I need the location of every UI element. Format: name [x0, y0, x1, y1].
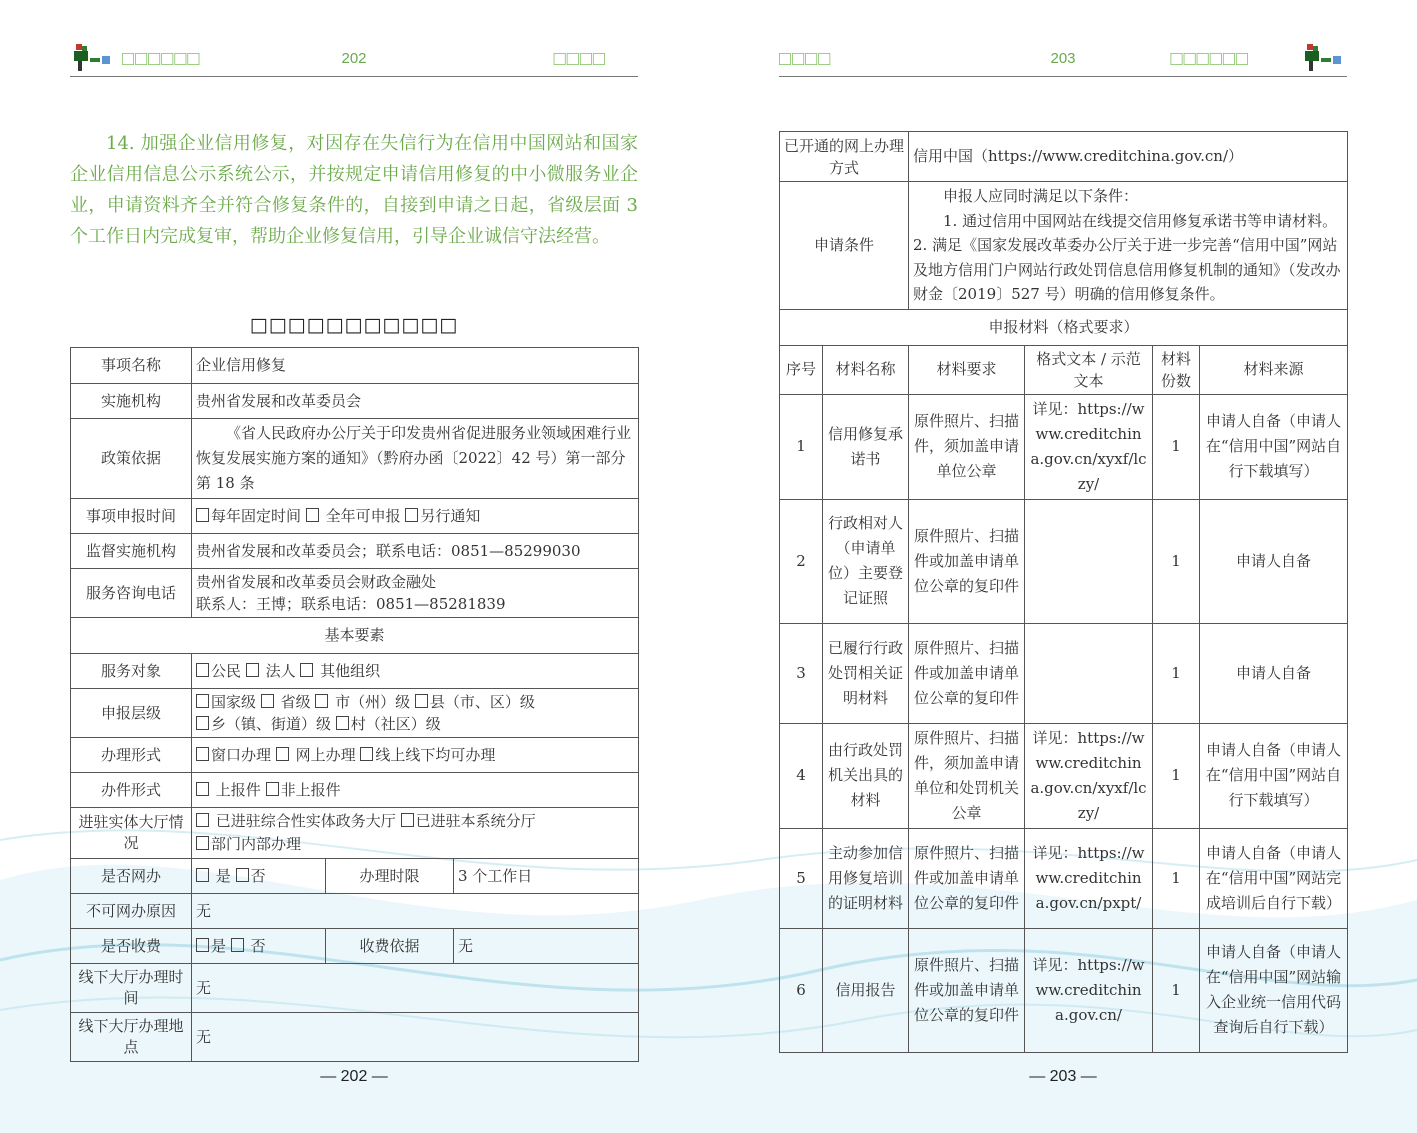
header-book-title: □□□□□□ — [122, 48, 201, 70]
cell-source: 申请人自备（申请人在“信用中国”网站输入企业统一信用代码查询后自行下载） — [1200, 928, 1348, 1052]
cell-no: 4 — [780, 723, 823, 828]
table-row — [71, 808, 639, 859]
option-label: 国家级 — [211, 693, 257, 711]
cell-source: 申请人自备 — [1200, 499, 1348, 623]
option-label: 省级 — [275, 693, 311, 711]
table-title: □□□□□□□□□□□ — [249, 314, 459, 336]
cell-quantity: 1 — [1153, 394, 1200, 499]
option-label: 非上报件 — [280, 780, 341, 799]
cell-key: 不可网办原因 — [71, 894, 192, 929]
checkbox[interactable] — [196, 508, 209, 522]
cell-requirement: 原件照片、扫描件，须加盖申请单位和处罚机关公章 — [909, 723, 1025, 828]
option-label: 公民 — [211, 661, 242, 680]
cell-value: 无 — [192, 964, 639, 1013]
table-row — [780, 394, 1348, 499]
cell-value — [192, 929, 326, 964]
cell-key: 线下大厅办理时间 — [71, 964, 192, 1013]
item-info-table — [70, 347, 639, 1062]
cell-value — [909, 182, 1348, 310]
cell-name: 由行政处罚机关出具的材料 — [823, 723, 909, 828]
table-row — [780, 828, 1348, 928]
option-label: 村（社区）级 — [350, 715, 441, 733]
cell-no: 1 — [780, 394, 823, 499]
table-row — [780, 182, 1348, 310]
page-header — [779, 42, 1347, 77]
cell-key: 服务对象 — [71, 654, 192, 689]
table-row — [71, 654, 639, 689]
table-row — [780, 499, 1348, 623]
checkbox[interactable] — [196, 836, 209, 850]
option-label: 部门内部办理 — [211, 835, 302, 853]
table-row — [71, 569, 639, 618]
option-label: 线上线下均可办理 — [375, 745, 496, 764]
option-label: 已进驻本系统分厅 — [415, 812, 536, 830]
option-label: 市（州）级 — [330, 693, 411, 711]
checkbox[interactable] — [300, 663, 313, 677]
cell-value — [192, 738, 639, 773]
table-row — [71, 929, 639, 964]
condition-intro: 申报人应同时满足以下条件： — [943, 187, 1139, 205]
checkbox[interactable] — [231, 938, 244, 952]
table-row — [71, 348, 639, 384]
cell-value: 无 — [192, 894, 639, 929]
cell-no: 2 — [780, 499, 823, 623]
cell-requirement: 原件照片、扫描件或加盖申请单位公章的复印件 — [909, 928, 1025, 1052]
condition-detail: 1. 通过信用中国网站在线提交信用修复承诺书等申请材料。2. 满足《国家发展改革委办公厅关于进一步完善“信用中国”网站及地方信用门户网站行政处罚信息信用修复机制的通知》（发改办财金〔2019〕527 号）明确的信用修复条件。 — [913, 211, 1341, 303]
cell-value — [192, 654, 639, 689]
cell-value: 贵州省发展和改革委员会；联系电话：0851—85299030 — [192, 534, 639, 569]
cell-format-link — [1025, 499, 1153, 623]
cell-key: 申报层级 — [71, 689, 192, 738]
cell-value: 信用中国（https://www.creditchina.gov.cn/） — [909, 132, 1348, 182]
cell-key: 是否收费 — [71, 929, 192, 964]
cell-key: 办件形式 — [71, 773, 192, 808]
checkbox[interactable] — [336, 716, 349, 730]
table-row — [71, 534, 639, 569]
column-header: 材料来源 — [1200, 345, 1348, 394]
section-heading: 基本要素 — [71, 618, 639, 654]
option-label: 是 — [211, 866, 231, 885]
cell-source: 申请人自备（申请人在“信用中国”网站自行下载填写） — [1200, 394, 1348, 499]
right-page — [779, 0, 1347, 1133]
cell-value: 企业信用修复 — [192, 348, 639, 384]
column-header: 材料份数 — [1153, 345, 1200, 394]
cell-format-link[interactable]: 详见：https://www.creditchina.gov.cn/xyxf/lczy/ — [1025, 394, 1153, 499]
cell-key: 政策依据 — [71, 419, 192, 499]
cell-value: 无 — [192, 1013, 639, 1062]
table-row — [71, 499, 639, 534]
cell-requirement: 原件照片、扫描件或加盖申请单位公章的复印件 — [909, 828, 1025, 928]
cell-key: 实施机构 — [71, 384, 192, 419]
header-page-number: 203 — [1050, 50, 1076, 67]
checkbox[interactable] — [246, 663, 259, 677]
cell-requirement: 原件照片、扫描件，须加盖申请单位公章 — [909, 394, 1025, 499]
option-label: 窗口办理 — [211, 745, 272, 764]
header-section-title: □□□□ — [779, 48, 832, 70]
table-row — [71, 894, 639, 929]
option-label: 上报件 — [211, 780, 261, 799]
cell-value — [192, 499, 639, 534]
page-footer-number: — 202 — — [320, 1068, 388, 1085]
book-logo-icon — [1301, 42, 1347, 74]
cell-value — [192, 689, 639, 738]
table-row — [71, 773, 639, 808]
table-row — [780, 623, 1348, 723]
checkbox[interactable] — [196, 813, 209, 827]
checkbox[interactable] — [266, 782, 279, 796]
intro-paragraph: 14. 加强企业信用修复，对因存在失信行为在信用中国网站和国家企业信用信息公示系统公示，并按规定申请信用修复的中小微服务业企业，申请资料齐全并符合修复条件的，自接到申请之日起，省级层面 3 个工作日内完成复审，帮助企业修复信用，引导企业诚信守法经营。 — [70, 133, 638, 247]
option-label: 否 — [245, 936, 266, 955]
table-row — [71, 419, 639, 499]
option-label: 另行通知 — [420, 506, 481, 525]
checkbox[interactable] — [276, 747, 289, 761]
checkbox[interactable] — [360, 747, 373, 761]
page-header — [70, 42, 638, 77]
cell-key: 已开通的网上办理方式 — [780, 132, 909, 182]
cell-quantity: 1 — [1153, 623, 1200, 723]
checkbox[interactable] — [196, 938, 209, 952]
cell-no: 5 — [780, 828, 823, 928]
column-header: 材料名称 — [823, 345, 909, 394]
option-label: 已进驻综合性实体政务大厅 — [211, 812, 396, 830]
checkbox[interactable] — [306, 508, 319, 522]
checkbox[interactable] — [196, 868, 209, 882]
checkbox[interactable] — [315, 694, 328, 708]
cell-source: 申请人自备 — [1200, 623, 1348, 723]
cell-key: 申请条件 — [780, 182, 909, 310]
cell-value: 3 个工作日 — [454, 859, 639, 894]
table-row — [71, 618, 639, 654]
option-label: 全年可申报 — [320, 506, 401, 525]
option-label: 其他组织 — [315, 661, 381, 680]
table-row — [780, 928, 1348, 1052]
cell-key: 事项名称 — [71, 348, 192, 384]
cell-source: 申请人自备（申请人在“信用中国”网站自行下载填写） — [1200, 723, 1348, 828]
table-row — [780, 309, 1348, 345]
materials-table — [779, 131, 1348, 1053]
checkbox[interactable] — [196, 782, 209, 796]
section-heading: 申报材料（格式要求） — [780, 309, 1348, 345]
table-row — [780, 723, 1348, 828]
cell-value: 无 — [454, 929, 639, 964]
cell-requirement: 原件照片、扫描件或加盖申请单位公章的复印件 — [909, 623, 1025, 723]
header-page-number: 202 — [341, 50, 367, 67]
checkbox[interactable] — [196, 663, 209, 677]
header-section-title: □□□□ — [553, 48, 606, 70]
cell-name: 信用修复承诺书 — [823, 394, 909, 499]
cell-value — [192, 859, 326, 894]
cell-key: 办理时限 — [326, 859, 454, 894]
table-row — [71, 1013, 639, 1062]
cell-format-link — [1025, 623, 1153, 723]
cell-key: 事项申报时间 — [71, 499, 192, 534]
cell-key: 线下大厅办理地点 — [71, 1013, 192, 1062]
cell-no: 3 — [780, 623, 823, 723]
cell-requirement: 原件照片、扫描件或加盖申请单位公章的复印件 — [909, 499, 1025, 623]
cell-name: 主动参加信用修复培训的证明材料 — [823, 828, 909, 928]
option-label: 县（市、区）级 — [429, 693, 535, 711]
cell-value: 《省人民政府办公厅关于印发贵州省促进服务业领域困难行业恢复发展实施方案的通知》（黔府办函〔2022〕42 号）第一部分第 18 条 — [192, 419, 639, 499]
checkbox[interactable] — [415, 694, 428, 708]
option-label: 是 — [211, 936, 227, 955]
column-header: 序号 — [780, 345, 823, 394]
checkbox[interactable] — [401, 813, 414, 827]
cell-key: 收费依据 — [326, 929, 454, 964]
checkbox[interactable] — [196, 716, 209, 730]
cell-quantity: 1 — [1153, 928, 1200, 1052]
cell-no: 6 — [780, 928, 823, 1052]
cell-quantity: 1 — [1153, 828, 1200, 928]
cell-key: 进驻实体大厅情况 — [71, 808, 192, 859]
column-header: 材料要求 — [909, 345, 1025, 394]
cell-format-link[interactable]: 详见：https://www.creditchina.gov.cn/xyxf/lczy/ — [1025, 723, 1153, 828]
table-header-row — [780, 345, 1348, 394]
checkbox[interactable] — [261, 694, 274, 708]
contact-person: 联系人：王博；联系电话：0851—85281839 — [196, 595, 506, 613]
cell-value — [192, 808, 639, 859]
cell-quantity: 1 — [1153, 723, 1200, 828]
checkbox[interactable] — [196, 747, 209, 761]
header-book-title: □□□□□□ — [1170, 48, 1249, 70]
cell-key: 办理形式 — [71, 738, 192, 773]
cell-quantity: 1 — [1153, 499, 1200, 623]
cell-key: 服务咨询电话 — [71, 569, 192, 618]
contact-dept: 贵州省发展和改革委员会财政金融处 — [196, 573, 437, 591]
option-label: 乡（镇、街道）级 — [211, 715, 332, 733]
cell-value — [192, 773, 639, 808]
table-row — [71, 964, 639, 1013]
cell-value — [192, 569, 639, 618]
cell-source: 申请人自备（申请人在“信用中国”网站完成培训后自行下载） — [1200, 828, 1348, 928]
table-row — [71, 738, 639, 773]
table-row — [71, 384, 639, 419]
page-footer-number: — 203 — — [1029, 1068, 1097, 1085]
cell-value: 贵州省发展和改革委员会 — [192, 384, 639, 419]
table-row — [780, 132, 1348, 182]
cell-name: 已履行行政处罚相关证明材料 — [823, 623, 909, 723]
cell-name: 行政相对人（申请单位）主要登记证照 — [823, 499, 909, 623]
left-page — [70, 0, 638, 1133]
checkbox[interactable] — [405, 508, 418, 522]
cell-name: 信用报告 — [823, 928, 909, 1052]
option-label: 否 — [250, 866, 266, 885]
checkbox[interactable] — [236, 868, 249, 882]
table-row — [71, 859, 639, 894]
column-header: 格式文本 / 示范文本 — [1025, 345, 1153, 394]
checkbox[interactable] — [196, 694, 209, 708]
option-label: 每年固定时间 — [211, 506, 302, 525]
cell-key: 监督实施机构 — [71, 534, 192, 569]
option-label: 网上办理 — [290, 745, 356, 764]
cell-key: 是否网办 — [71, 859, 192, 894]
table-row — [71, 689, 639, 738]
cell-format-link[interactable]: 详见：https://www.creditchina.gov.cn/pxpt/ — [1025, 828, 1153, 928]
option-label: 法人 — [260, 661, 296, 680]
cell-format-link[interactable]: 详见：https://www.creditchina.gov.cn/ — [1025, 928, 1153, 1052]
